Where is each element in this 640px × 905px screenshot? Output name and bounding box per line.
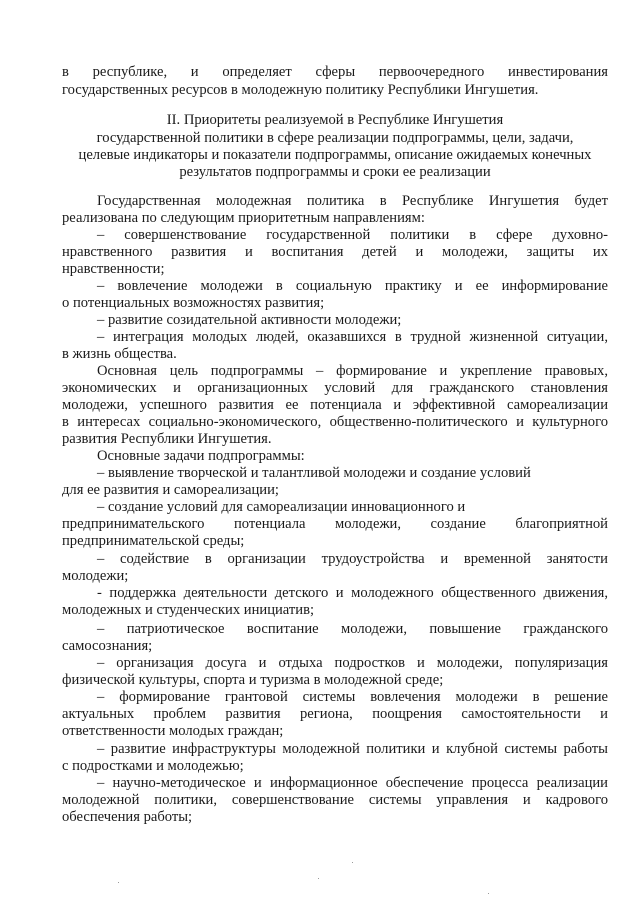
body-line: для ее развития и самореализации; [62,482,279,498]
body-line: – патриотическое воспитание молодежи, повышение гражданского [97,621,608,637]
body-line: – совершенствование государственной политики в сфере духовно- [97,227,608,243]
body-line: самосознания; [62,638,153,654]
body-line: с подростками и молодежью; [62,758,244,774]
body-line: – развитие созидательной активности молодежи; [97,312,402,328]
section-heading-line: государственной политики в сфере реализации подпрограммы, цели, задачи, [96,130,574,146]
body-line: обеспечения работы; [62,809,193,825]
body-line: Основная цель подпрограммы – формирование и укрепление правовых, [97,363,608,379]
body-line: нравственности; [62,261,165,277]
body-line: – научно-методическое и информационное обеспечение процесса реализации [97,775,608,791]
body-line: реализована по следующим приоритетным направлениям: [62,210,425,226]
body-line: актуальных проблем развития региона, поощрения самостоятельности и [62,706,608,722]
body-line: – вовлечение молодежи в социальную практику и ее информирование [97,278,608,294]
body-line: – организация досуга и отдыха подростков и молодежи, популяризация [97,655,608,671]
intro-line: в республике, и определяет сферы первоочередного инвестирования [62,64,608,80]
body-line: развития Республики Ингушетия. [62,431,272,447]
section-heading-line: II. Приоритеты реализуемой в Республике Ингушетия [166,112,504,128]
body-line: молодежной политики, совершенствование системы управления и кадрового [62,792,608,808]
body-line: в жизнь общества. [62,346,177,362]
body-line: - поддержка деятельности детского и молодежного общественного движения, [97,585,608,601]
body-line: – интеграция молодых людей, оказавшихся в трудной жизненной ситуации, [97,329,608,345]
scan-speck [352,862,353,863]
body-line: молодежных и студенческих инициатив; [62,602,315,618]
body-line: – формирование грантовой системы вовлечения молодежи в решение [97,689,608,705]
body-line: предпринимательского потенциала молодежи, создание благоприятной [62,516,608,532]
body-line: – создание условий для самореализации инновационного и [97,499,466,515]
body-line: Государственная молодежная политика в Республике Ингушетия будет [97,193,608,209]
body-line: – развитие инфраструктуры молодежной политики и клубной системы работы [97,741,608,757]
body-line: предпринимательской среды; [62,533,245,549]
scan-speck [118,882,119,883]
body-line: физической культуры, спорта и туризма в молодежной среде; [62,672,444,688]
body-line: молодежи; [62,568,129,584]
body-line: – выявление творческой и талантливой молодежи и создание условий [97,465,531,481]
section-heading-line: целевые индикаторы и показатели подпрограммы, описание ожидаемых конечных [78,147,592,163]
intro-line: государственных ресурсов в молодежную политику Республики Ингушетия. [62,82,539,98]
body-line: о потенциальных возможностях развития; [62,295,325,311]
section-heading-line: результатов подпрограммы и сроки ее реализации [179,164,491,180]
scan-speck [488,893,489,894]
body-line: Основные задачи подпрограммы: [97,448,305,464]
body-line: в интересах социально-экономического, общественно-политического и культурного [62,414,608,430]
scan-speck [318,878,319,879]
body-line: нравственного развития и воспитания детей и молодежи, защиты их [62,244,608,260]
body-line: экономических и организационных условий для гражданского становления [62,380,608,396]
body-line: ответственности молодых граждан; [62,723,284,739]
body-line: молодежи, успешного развития ее потенциала и эффективной самореализации [62,397,608,413]
body-line: – содействие в организации трудоустройства и временной занятости [97,551,608,567]
